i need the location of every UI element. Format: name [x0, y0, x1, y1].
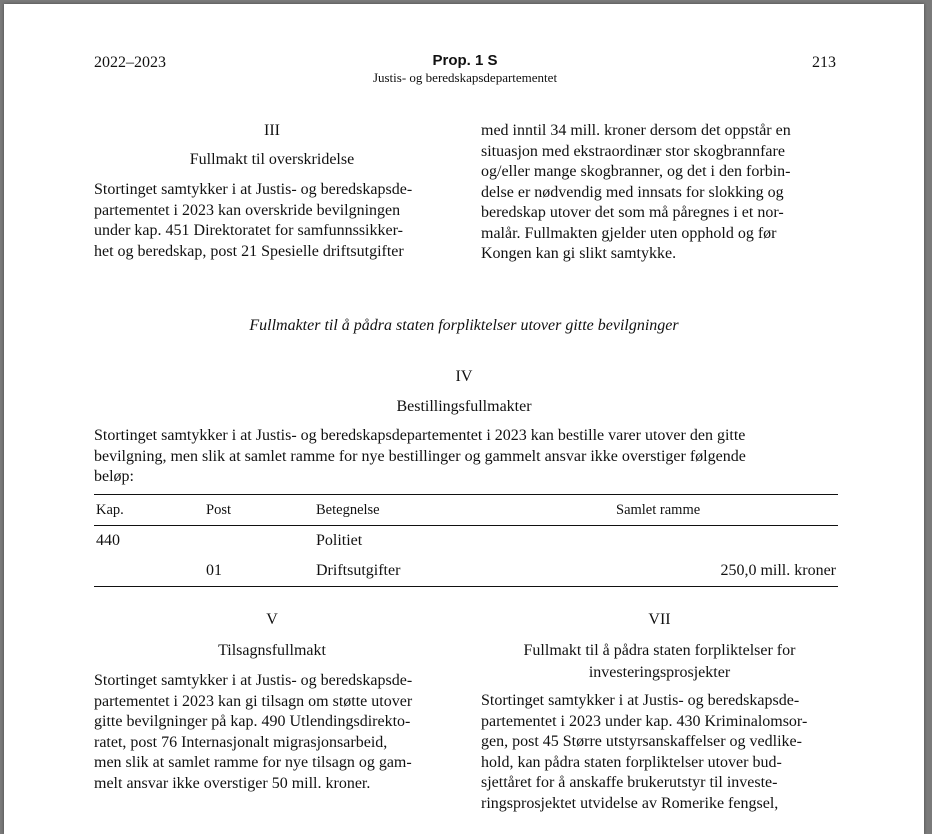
- section-3-paragraph-left: [94, 180, 450, 262]
- section-5-numeral: V: [266, 611, 278, 628]
- text-line: Stortinget samtykker i at Justis- og beredskapsde-: [94, 181, 413, 198]
- header-subtitle: Justis- og beredskapsdepartementet: [372, 70, 558, 85]
- text-line: gen, post 45 Større utstyrsanskaffelser og vedlike-: [481, 733, 802, 750]
- column-header-post: Post: [204, 495, 314, 526]
- text-line: beløp:: [94, 468, 134, 485]
- table-row: [94, 556, 838, 587]
- section-5-paragraph: [94, 671, 450, 794]
- section-3-numeral: III: [264, 122, 280, 139]
- text-line: partementet i 2023 kan overskride bevilgningen: [94, 201, 401, 219]
- text-line: og/eller mange skogbranner, og det i den forbin-: [481, 163, 791, 180]
- column-header-betegnelse: Betegnelse: [314, 495, 614, 526]
- table-cell: 01: [204, 556, 314, 587]
- table-row: [94, 526, 838, 557]
- section-7-paragraph: [481, 691, 838, 814]
- table-header-row: [94, 495, 838, 526]
- section-7-numeral: VII: [648, 611, 671, 628]
- section-3-heading: Fullmakt til overskridelse: [189, 151, 355, 168]
- text-line: Stortinget samtykker i at Justis- og beredskapsde-: [94, 672, 413, 689]
- text-line: Stortinget samtykker i at Justis- og beredskapsde-: [481, 692, 800, 709]
- page-number: 213: [812, 54, 836, 71]
- text-line: het og beredskap, post 21 Spesielle driftsutgifter: [94, 242, 404, 260]
- section-7-heading: [481, 640, 838, 684]
- text-line: med inntil 34 mill. kroner dersom det oppstår en: [481, 122, 791, 139]
- section-3-paragraph-right: [481, 121, 838, 265]
- document-page: [4, 4, 924, 834]
- text-line: under kap. 451 Direktoratet for samfunnssikker-: [94, 222, 403, 239]
- table-cell: Politiet: [316, 532, 363, 549]
- text-line: partementet i 2023 under kap. 430 Kriminalomsor-: [481, 712, 808, 730]
- header-years: 2022–2023: [94, 54, 166, 71]
- text-line: Kongen kan gi slikt samtykke.: [481, 245, 677, 262]
- section-4-heading: Bestillingsfullmakter: [396, 398, 532, 415]
- text-line: delse er nødvendig med innsats for slokking og: [481, 183, 784, 201]
- heading-line: Fullmakt til å pådra staten forpliktelser for: [523, 642, 796, 659]
- header-title: Prop. 1 S: [432, 52, 498, 69]
- table-cell: [94, 556, 204, 587]
- column-header-kap: Kap.: [94, 495, 204, 526]
- text-line: ratet, post 76 Internasjonalt migrasjonsarbeid,: [94, 733, 388, 751]
- section-4-numeral: IV: [455, 368, 473, 385]
- text-line: hold, kan pådra staten forpliktelser utover bud-: [481, 753, 782, 771]
- text-line: partementet i 2023 kan gi tilsagn om støtte utover: [94, 692, 413, 710]
- column-header-samlet-ramme: Samlet ramme: [614, 495, 838, 526]
- text-line: Stortinget samtykker i at Justis- og beredskapsdepartementet i 2023 kan bestille varer utover den gitte: [94, 427, 746, 444]
- section-title: Fullmakter til å pådra staten forpliktelser utover gitte bevilgninger: [249, 317, 679, 334]
- text-line: gitte bevilgninger på kap. 490 Utlendingsdirekto-: [94, 713, 411, 730]
- text-line: beredskap utover det som må påregnes i et nor-: [481, 204, 784, 221]
- appropriation-table: [94, 494, 838, 587]
- table-cell: [614, 526, 838, 557]
- section-5-heading: Tilsagnsfullmakt: [218, 642, 326, 659]
- text-line: melt ansvar ikke overstiger 50 mill. kroner.: [94, 774, 371, 792]
- table-cell: 250,0 mill. kroner: [614, 556, 838, 587]
- table-cell: [204, 526, 314, 557]
- header-center: [304, 52, 626, 86]
- table-cell: Driftsutgifter: [314, 556, 614, 587]
- text-line: malår. Fullmakten gjelder uten opphold og før: [481, 224, 777, 242]
- text-line: bevilgning, men slik at samlet ramme for nye bestillinger og gammelt ansvar ikke overstiger følgende: [94, 447, 746, 465]
- heading-line: investeringsprosjekter: [588, 664, 731, 681]
- text-line: ringsprosjektet utvidelse av Romerike fengsel,: [481, 794, 779, 812]
- section-4-paragraph: [94, 426, 838, 488]
- text-line: situasjon med ekstraordinær stor skogbrannfare: [481, 142, 785, 160]
- table-cell: 440: [96, 532, 120, 549]
- text-line: men slik at samlet ramme for nye tilsagn og gam-: [94, 754, 412, 771]
- text-line: sjettåret for å anskaffe brukerutstyr til investe-: [481, 774, 778, 791]
